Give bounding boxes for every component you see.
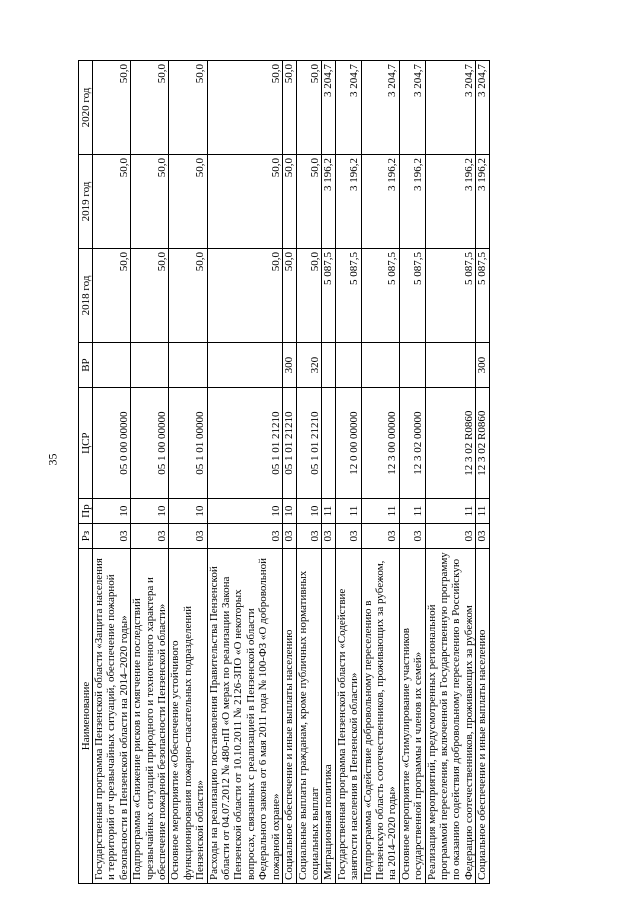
- table-row: [322, 61, 335, 884]
- cell-y2018: 50,0: [207, 248, 282, 342]
- cell-y2020: 3 204,7: [335, 61, 361, 155]
- cell-pr: 11: [361, 499, 399, 524]
- table-row: [207, 61, 282, 884]
- cell-rz: 03: [169, 524, 207, 549]
- cell-y2018: 5 087,5: [335, 248, 361, 342]
- cell-pr: 10: [169, 499, 207, 524]
- cell-y2019: 3 196,2: [476, 155, 489, 249]
- header-name: Наименование: [79, 548, 93, 883]
- cell-vr: [361, 342, 399, 387]
- table-row: [169, 61, 207, 884]
- cell-name: Реализация мероприятий, предусмотренных региональной программой переселения, включенной в Государственную программу по оказанию содействия добровольному переселению в Российскую Федерацию соотечественников, проживающих за рубежом: [425, 548, 476, 883]
- cell-y2020: 50,0: [207, 61, 282, 155]
- budget-table: [78, 60, 490, 884]
- cell-vr: 300: [476, 342, 489, 387]
- cell-csr: 12 3 02 R0860: [425, 388, 476, 499]
- header-rz: Рз: [79, 524, 93, 549]
- cell-name: Расходы на реализацию постановления Правительства Пензенской области от 04.07.2012 № 480-пП «О мерах по реализации Закона Пензенской области от 10.10.2011 № 2126-ЗПО «О некоторых вопросах, связанных с реализацией в Пензенской области Федерального закона от 6 мая 2011 года № 100-ФЗ «О добровольной пожарной охране»: [207, 548, 282, 883]
- cell-name: Подпрограмма «Снижение рисков и смягчение последствий чрезвычайных ситуаций природного и техногенного характера и обеспечение пожарной безопасности Пензенской области»: [131, 548, 169, 883]
- cell-name: Социальное обеспечение и иные выплаты населению: [283, 548, 296, 883]
- cell-name: Основное мероприятие «Стимулирование участников государственной программы и членов их семей»: [399, 548, 425, 883]
- cell-rz: 03: [361, 524, 399, 549]
- cell-rz: 03: [131, 524, 169, 549]
- cell-vr: [335, 342, 361, 387]
- cell-y2018: 5 087,5: [322, 248, 335, 342]
- cell-y2019: 50,0: [131, 155, 169, 249]
- cell-y2020: 50,0: [169, 61, 207, 155]
- cell-y2020: 3 204,7: [361, 61, 399, 155]
- cell-y2018: 50,0: [93, 248, 131, 342]
- cell-y2019: 50,0: [207, 155, 282, 249]
- cell-y2020: 50,0: [93, 61, 131, 155]
- cell-y2019: 3 196,2: [361, 155, 399, 249]
- cell-vr: 300: [283, 342, 296, 387]
- cell-y2018: 5 087,5: [425, 248, 476, 342]
- table-row: [399, 61, 425, 884]
- cell-pr: 11: [425, 499, 476, 524]
- cell-csr: 05 1 00 00000: [131, 388, 169, 499]
- cell-y2018: 50,0: [131, 248, 169, 342]
- cell-name: Подпрограмма «Содействие добровольному переселению в Пензенскую область соотечественников, проживающих за рубежом, на 2014–2020 годы»: [361, 548, 399, 883]
- cell-vr: [322, 342, 335, 387]
- cell-rz: 03: [476, 524, 489, 549]
- cell-pr: 10: [283, 499, 296, 524]
- table-row: [335, 61, 361, 884]
- cell-csr: 12 3 00 00000: [361, 388, 399, 499]
- cell-y2020: 50,0: [283, 61, 296, 155]
- cell-vr: [131, 342, 169, 387]
- cell-name: Социальное обеспечение и иные выплаты населению: [476, 548, 489, 883]
- cell-csr: 05 1 01 21210: [296, 388, 322, 499]
- header-vr: ВР: [79, 342, 93, 387]
- header-csr: ЦСР: [79, 388, 93, 499]
- cell-y2019: 3 196,2: [425, 155, 476, 249]
- table-row: [476, 61, 489, 884]
- cell-vr: 320: [296, 342, 322, 387]
- cell-rz: 03: [296, 524, 322, 549]
- cell-y2018: 50,0: [296, 248, 322, 342]
- cell-y2020: 3 204,7: [425, 61, 476, 155]
- header-2018: 2018 год: [79, 248, 93, 342]
- cell-pr: 10: [93, 499, 131, 524]
- cell-pr: 11: [335, 499, 361, 524]
- cell-rz: 03: [335, 524, 361, 549]
- table-row: [131, 61, 169, 884]
- cell-name: Миграционная политика: [322, 548, 335, 883]
- cell-y2018: 50,0: [283, 248, 296, 342]
- cell-pr: 10: [131, 499, 169, 524]
- table-row: [283, 61, 296, 884]
- cell-csr: 12 3 02 R0860: [476, 388, 489, 499]
- cell-y2020: 3 204,7: [476, 61, 489, 155]
- header-2019: 2019 год: [79, 155, 93, 249]
- cell-csr: 05 1 01 21210: [283, 388, 296, 499]
- cell-rz: 03: [425, 524, 476, 549]
- page-number: 35: [45, 453, 60, 466]
- cell-y2019: 50,0: [296, 155, 322, 249]
- cell-y2018: 5 087,5: [399, 248, 425, 342]
- table-row: [296, 61, 322, 884]
- cell-y2019: 50,0: [283, 155, 296, 249]
- cell-y2020: 50,0: [131, 61, 169, 155]
- cell-name: Социальные выплаты гражданам, кроме публичных нормативных социальных выплат: [296, 548, 322, 883]
- cell-y2018: 5 087,5: [361, 248, 399, 342]
- cell-rz: 03: [322, 524, 335, 549]
- cell-csr: 12 3 02 00000: [399, 388, 425, 499]
- cell-csr: 12 0 00 00000: [335, 388, 361, 499]
- cell-rz: 03: [207, 524, 282, 549]
- cell-pr: 10: [296, 499, 322, 524]
- cell-y2020: 50,0: [296, 61, 322, 155]
- cell-vr: [425, 342, 476, 387]
- cell-csr: [322, 388, 335, 499]
- cell-y2019: 3 196,2: [322, 155, 335, 249]
- cell-y2020: 3 204,7: [399, 61, 425, 155]
- cell-vr: [169, 342, 207, 387]
- cell-y2019: 3 196,2: [335, 155, 361, 249]
- cell-name: Основное мероприятие «Обеспечение устойчивого функционирования пожарно-спасательных подразделений Пензенской области»: [169, 548, 207, 883]
- cell-y2019: 50,0: [93, 155, 131, 249]
- cell-csr: 05 1 01 21210: [207, 388, 282, 499]
- cell-vr: [399, 342, 425, 387]
- cell-rz: 03: [399, 524, 425, 549]
- cell-y2018: 50,0: [169, 248, 207, 342]
- cell-rz: 03: [93, 524, 131, 549]
- cell-pr: 10: [207, 499, 282, 524]
- cell-pr: 11: [399, 499, 425, 524]
- cell-vr: [207, 342, 282, 387]
- cell-csr: 05 0 00 00000: [93, 388, 131, 499]
- table-header-row: [79, 61, 93, 884]
- cell-y2019: 3 196,2: [399, 155, 425, 249]
- table-row: [93, 61, 131, 884]
- header-2020: 2020 год: [79, 61, 93, 155]
- cell-name: Государственная программа Пензенской области «Содействие занятости населения в Пензенской области»: [335, 548, 361, 883]
- header-pr: Пр: [79, 499, 93, 524]
- cell-vr: [93, 342, 131, 387]
- cell-y2020: 3 204,7: [322, 61, 335, 155]
- rotated-table-container: [78, 60, 578, 884]
- cell-pr: 11: [476, 499, 489, 524]
- cell-y2018: 5 087,5: [476, 248, 489, 342]
- cell-name: Государственная программа Пензенской области «Защита населения и территорий от чрезвычайных ситуаций, обеспечение пожарной безопасности в Пензенской области на 2014–2020 годы»: [93, 548, 131, 883]
- table-row: [425, 61, 476, 884]
- table-row: [361, 61, 399, 884]
- cell-pr: 11: [322, 499, 335, 524]
- cell-rz: 03: [283, 524, 296, 549]
- cell-y2019: 50,0: [169, 155, 207, 249]
- cell-csr: 05 1 01 00000: [169, 388, 207, 499]
